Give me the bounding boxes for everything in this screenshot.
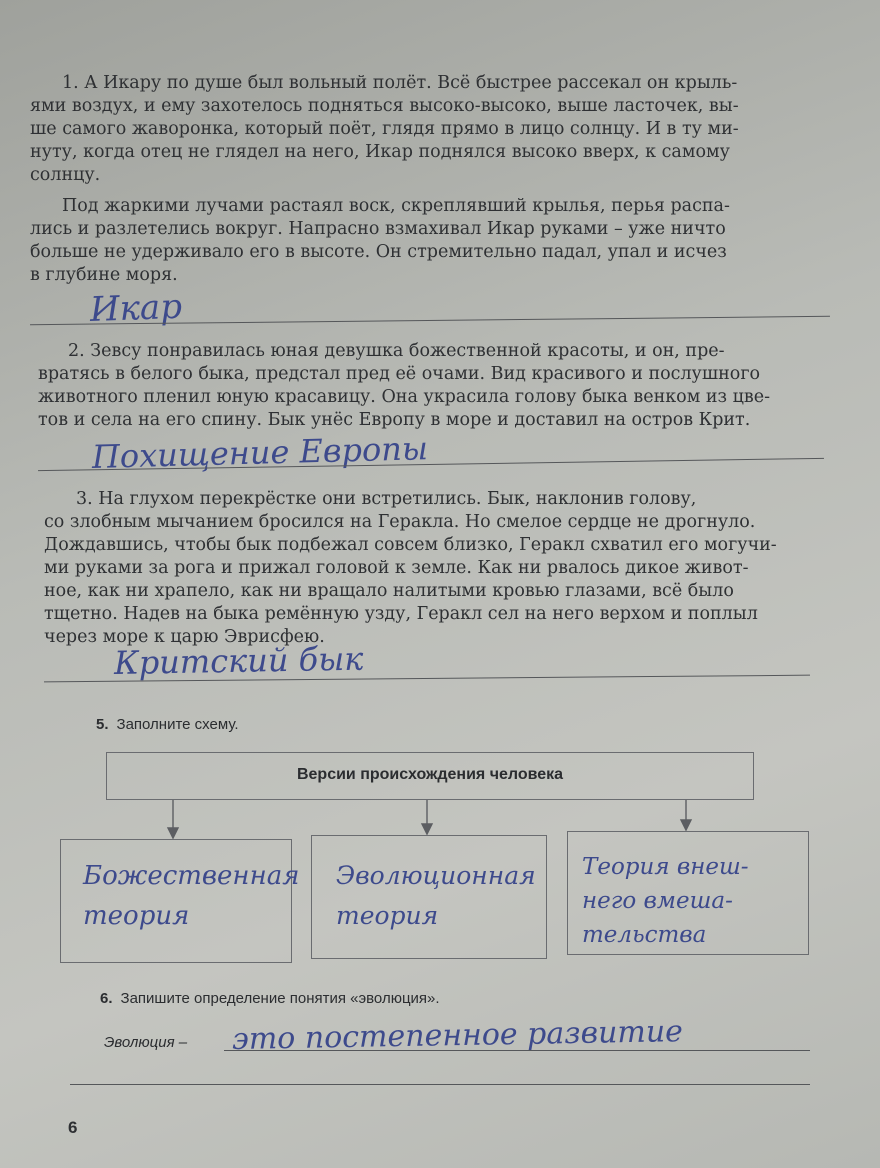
evolution-answer-line-2 (70, 1084, 810, 1085)
task-number: 6. (100, 990, 113, 1007)
text-line: 1. А Икару по душе был вольный полёт. Всё быстрее рассекал он крыль- (62, 73, 738, 93)
text-line: ное, как ни храпело, как ни вращало налитыми кровью глазами, всё было (44, 581, 734, 601)
text-line: тщетно. Надев на быка ремённую узду, Геракл сел на него верхом и поплыл (44, 604, 758, 624)
text-line: солнцу. (30, 165, 101, 185)
text-line: лись и разлетелись вокруг. Напрасно взмахивал Икар руками – уже ничто (30, 219, 726, 239)
evolution-label: Эволюция – (104, 1034, 188, 1051)
answer-3-handwriting: Критский бык (113, 639, 364, 682)
text-line: Под жаркими лучами растаял воск, скреплявший крылья, перья распа- (62, 196, 730, 216)
text-line: ше самого жаворонка, который поёт, глядя прямо в лицо солнцу. И в ту ми- (30, 119, 739, 139)
text-line: со злобным мычанием бросился на Геракла. Но смелое сердце не дрогнуло. (44, 512, 756, 532)
page-number: 6 (68, 1118, 78, 1137)
scheme-box-2-handwriting: Эволюционная теория (336, 861, 536, 930)
scheme-box-2 (311, 835, 547, 959)
task-text: Запишите определение понятия «эволюция». (120, 990, 440, 1007)
task-number: 5. (96, 716, 109, 733)
text-line: 3. На глухом перекрёстке они встретились. Бык, наклонив голову, (76, 489, 697, 509)
evolution-answer-line-1 (224, 1050, 810, 1051)
scheme-box-1-handwriting: Божественная теория (83, 861, 300, 931)
task-text: Заполните схему. (116, 716, 239, 733)
text-line: животного пленил юную красавицу. Она украсила голову быка венком из цве- (38, 387, 771, 407)
text-line: нуту, когда отец не глядел на него, Икар поднялся высоко вверх, к самому (30, 142, 730, 162)
task-6-heading (100, 990, 440, 1007)
scheme-box-3 (567, 831, 809, 955)
scheme-top-box-title: Версии происхождения человека (296, 766, 564, 783)
text-line: Дождавшись, чтобы бык подбежал совсем близко, Геракл схватил его могучи- (44, 535, 777, 555)
text-line: ми руками за рога и прижал головой к земле. Как ни рвалось дикое живот- (44, 558, 749, 578)
answer-1-handwriting: Икар (89, 286, 183, 330)
evolution-definition-handwriting: это постепенное развитие (231, 1014, 684, 1057)
scheme-box-3-handwriting: Теория внеш-него вмеша-тельства (582, 854, 749, 948)
scheme-box-1 (60, 839, 300, 963)
text-line: тов и села на его спину. Бык унёс Европу в море и доставил на остров Крит. (38, 410, 751, 430)
text-line: 2. Зевсу понравилась юная девушка божественной красоты, и он, пре- (68, 341, 725, 361)
text-line: ями воздух, и ему захотелось подняться высоко-высоко, выше ласточек, вы- (30, 96, 739, 116)
text-line: через море к царю Эврисфею. (44, 627, 325, 647)
text-line: больше не удерживало его в высоте. Он стремительно падал, упал и исчез (30, 242, 727, 262)
answer-2-handwriting: Похищение Европы (91, 429, 429, 476)
text-line: вратясь в белого быка, предстал пред её очами. Вид красивого и послушного (38, 364, 761, 384)
text-line: в глубине моря. (30, 265, 178, 285)
